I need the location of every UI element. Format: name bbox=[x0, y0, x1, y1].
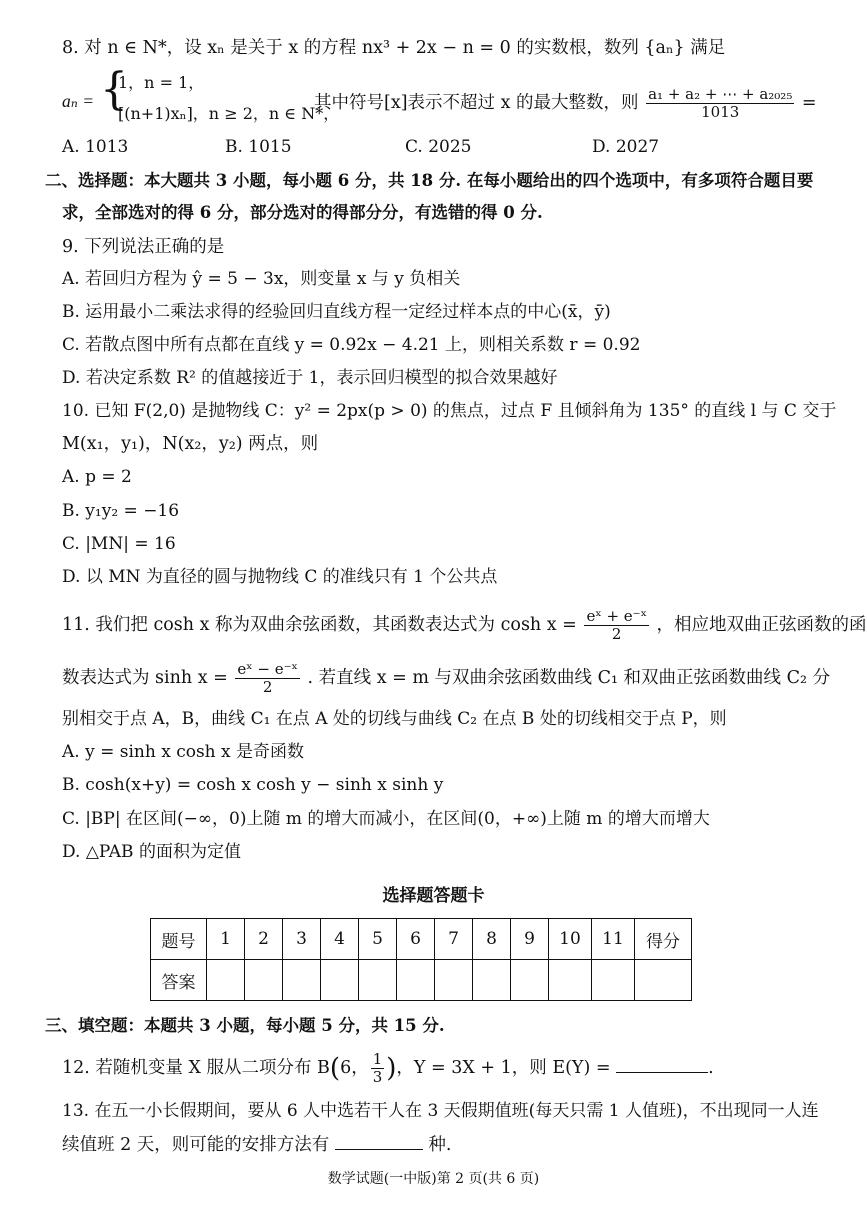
q11-sinh-fraction bbox=[235, 661, 300, 696]
q10-option-d: D. 以 MN 为直径的圆与抛物线 C 的准线只有 1 个公共点 bbox=[62, 567, 498, 587]
q9-option-c: C. 若散点图中所有点都在直线 y = 0.92x − 4.21 上，则相关系数 r = 0.92 bbox=[62, 335, 641, 355]
q12-post: ，Y = 3X + 1，则 E(Y) = bbox=[396, 1058, 611, 1078]
answer-cell-7[interactable] bbox=[435, 960, 473, 1001]
q8-case2: [(n+1)xₙ]，n ≥ 2，n ∈ N*， bbox=[118, 104, 340, 123]
q11-sinh-den: 2 bbox=[262, 678, 273, 696]
answer-cell-2[interactable] bbox=[245, 960, 283, 1001]
q10-stem-line1: 10. 已知 F(2,0) 是抛物线 C：y² = 2px(p > 0) 的焦点，过点 F 且倾斜角为 135° 的直线 l 与 C 交于 bbox=[62, 401, 837, 421]
q11-line1-post: ，相应地双曲正弦函数的函 bbox=[656, 615, 867, 635]
q8-option-b: B. 1015 bbox=[225, 137, 292, 157]
section2-heading-line2: 求，全部选对的得 6 分，部分选对的得部分分，有选错的得 0 分. bbox=[62, 203, 543, 222]
answer-card-score-label: 得分 bbox=[635, 919, 692, 960]
q8-tail bbox=[314, 86, 817, 121]
q8-tail-text: 其中符号[x]表示不超过 x 的最大整数，则 bbox=[314, 93, 639, 113]
answer-cell-6[interactable] bbox=[397, 960, 435, 1001]
answer-card-num-6: 6 bbox=[397, 919, 435, 960]
section2-heading-line1: 二、选择题：本大题共 3 小题，每小题 6 分，共 18 分. 在每小题给出的四个选项中，有多项符合题目要 bbox=[45, 171, 814, 190]
answer-cell-5[interactable] bbox=[359, 960, 397, 1001]
q9-stem: 9. 下列说法正确的是 bbox=[62, 237, 225, 257]
q11-stem-line3: 别相交于点 A，B，曲线 C₁ 在点 A 处的切线与曲线 C₂ 在点 B 处的切线相交于点 P，则 bbox=[62, 709, 727, 729]
q9-option-b: B. 运用最小二乘法求得的经验回归直线方程一定经过样本点的中心(x̄，ȳ) bbox=[62, 302, 611, 322]
q12-stem bbox=[62, 1051, 714, 1086]
q11-line2-post: . 若直线 x = m 与双曲余弦函数曲线 C₁ 和双曲正弦函数曲线 C₂ 分 bbox=[307, 668, 831, 688]
answer-cell-4[interactable] bbox=[321, 960, 359, 1001]
answer-card-num-3: 3 bbox=[283, 919, 321, 960]
q12-pre: 12. 若随机变量 X 服从二项分布 B bbox=[62, 1058, 330, 1078]
answer-card-num-2: 2 bbox=[245, 919, 283, 960]
q10-option-a: A. p = 2 bbox=[62, 467, 132, 487]
answer-card-title: 选择题答题卡 bbox=[382, 886, 485, 906]
answer-cell-3[interactable] bbox=[283, 960, 321, 1001]
q11-option-c: C. |BP| 在区间(−∞，0)上随 m 的增大而减小，在区间(0，+∞)上随 m 的增大而增大 bbox=[62, 809, 710, 829]
answer-card-num-8: 8 bbox=[473, 919, 511, 960]
q11-option-a: A. y = sinh x cosh x 是奇函数 bbox=[62, 742, 305, 762]
q8-eq: = bbox=[801, 93, 817, 113]
q13-line2-pre: 续值班 2 天，则可能的安排方法有 bbox=[62, 1135, 330, 1155]
score-cell[interactable] bbox=[635, 960, 692, 1001]
q12-p-fraction bbox=[371, 1051, 385, 1086]
page-footer: 数学试题(一中版)第 2 页(共 6 页) bbox=[327, 1171, 540, 1187]
q12-lparen: ( bbox=[329, 1053, 341, 1084]
answer-card-label-answer: 答案 bbox=[151, 960, 207, 1001]
q13-answer-blank[interactable] bbox=[335, 1133, 423, 1150]
answer-cell-10[interactable] bbox=[549, 960, 592, 1001]
answer-card-num-9: 9 bbox=[511, 919, 549, 960]
q11-cosh-num: eˣ + e⁻ˣ bbox=[586, 607, 647, 625]
q11-cosh-fraction bbox=[584, 608, 649, 643]
q12-end: . bbox=[708, 1058, 714, 1078]
q10-option-c: C. |MN| = 16 bbox=[62, 534, 176, 554]
section3-heading: 三、填空题：本题共 3 小题，每小题 5 分，共 15 分. bbox=[45, 1016, 445, 1035]
q11-option-d: D. △PAB 的面积为定值 bbox=[62, 842, 241, 862]
answer-card-label-number: 题号 bbox=[151, 919, 207, 960]
q12-rparen: ) bbox=[386, 1053, 397, 1084]
q8-option-a: A. 1013 bbox=[62, 137, 129, 157]
q11-sinh-num: eˣ − e⁻ˣ bbox=[237, 660, 298, 678]
answer-card-num-4: 4 bbox=[321, 919, 359, 960]
q8-frac-den: 1013 bbox=[701, 103, 740, 121]
answer-card-num-10: 10 bbox=[549, 919, 592, 960]
q11-cosh-den: 2 bbox=[611, 625, 622, 643]
q9-option-a: A. 若回归方程为 ŷ = 5 − 3x，则变量 x 与 y 负相关 bbox=[62, 269, 461, 289]
q10-option-b: B. y₁y₂ = −16 bbox=[62, 501, 180, 521]
answer-cell-1[interactable] bbox=[207, 960, 245, 1001]
q8-case1: 1，n = 1， bbox=[118, 73, 205, 92]
q13-stem-line2 bbox=[62, 1133, 452, 1156]
answer-cell-11[interactable] bbox=[592, 960, 635, 1001]
answer-cell-9[interactable] bbox=[511, 960, 549, 1001]
q8-option-c: C. 2025 bbox=[405, 137, 472, 157]
q8-an-label: aₙ = bbox=[62, 91, 95, 111]
answer-cell-8[interactable] bbox=[473, 960, 511, 1001]
answer-card-row-answers bbox=[151, 960, 692, 1001]
q9-option-d: D. 若决定系数 R² 的值越接近于 1，表示回归模型的拟合效果越好 bbox=[62, 368, 558, 388]
answer-card-num-5: 5 bbox=[359, 919, 397, 960]
answer-card-num-7: 7 bbox=[435, 919, 473, 960]
q11-line1-pre: 11. 我们把 cosh x 称为双曲余弦函数，其函数表达式为 cosh x = bbox=[62, 615, 577, 635]
q13-stem-line1: 13. 在五一小长假期间，要从 6 人中选若干人在 3 天假期值班(每天只需 1 人值班)，不出现同一人连 bbox=[62, 1101, 819, 1121]
q10-stem-line2: M(x₁，y₁)，N(x₂，y₂) 两点，则 bbox=[62, 434, 319, 454]
answer-card-row-numbers bbox=[151, 919, 692, 960]
q12-p-den: 3 bbox=[372, 1068, 383, 1086]
q8-fraction bbox=[646, 86, 794, 121]
q12-n: 6， bbox=[340, 1058, 369, 1078]
q11-stem-line1 bbox=[62, 608, 867, 643]
q13-line2-post: 种. bbox=[428, 1135, 452, 1155]
answer-card-num-11: 11 bbox=[592, 919, 635, 960]
q12-p-num: 1 bbox=[372, 1050, 383, 1068]
q11-option-b: B. cosh(x+y) = cosh x cosh y − sinh x sinh y bbox=[62, 775, 444, 795]
q8-brace: { bbox=[100, 64, 128, 115]
q8-option-d: D. 2027 bbox=[592, 137, 660, 157]
q11-stem-line2 bbox=[62, 661, 830, 696]
q8-stem-line1: 8. 对 n ∈ N*，设 xₙ 是关于 x 的方程 nx³ + 2x − n = 0 的实数根，数列 {aₙ} 满足 bbox=[62, 38, 726, 58]
q11-line2-pre: 数表达式为 sinh x = bbox=[62, 668, 228, 688]
q12-answer-blank[interactable] bbox=[616, 1056, 708, 1073]
q8-frac-num: a₁ + a₂ + ⋯ + a₂₀₂₅ bbox=[648, 85, 793, 103]
answer-card-num-1: 1 bbox=[207, 919, 245, 960]
answer-card-table bbox=[150, 918, 692, 1001]
